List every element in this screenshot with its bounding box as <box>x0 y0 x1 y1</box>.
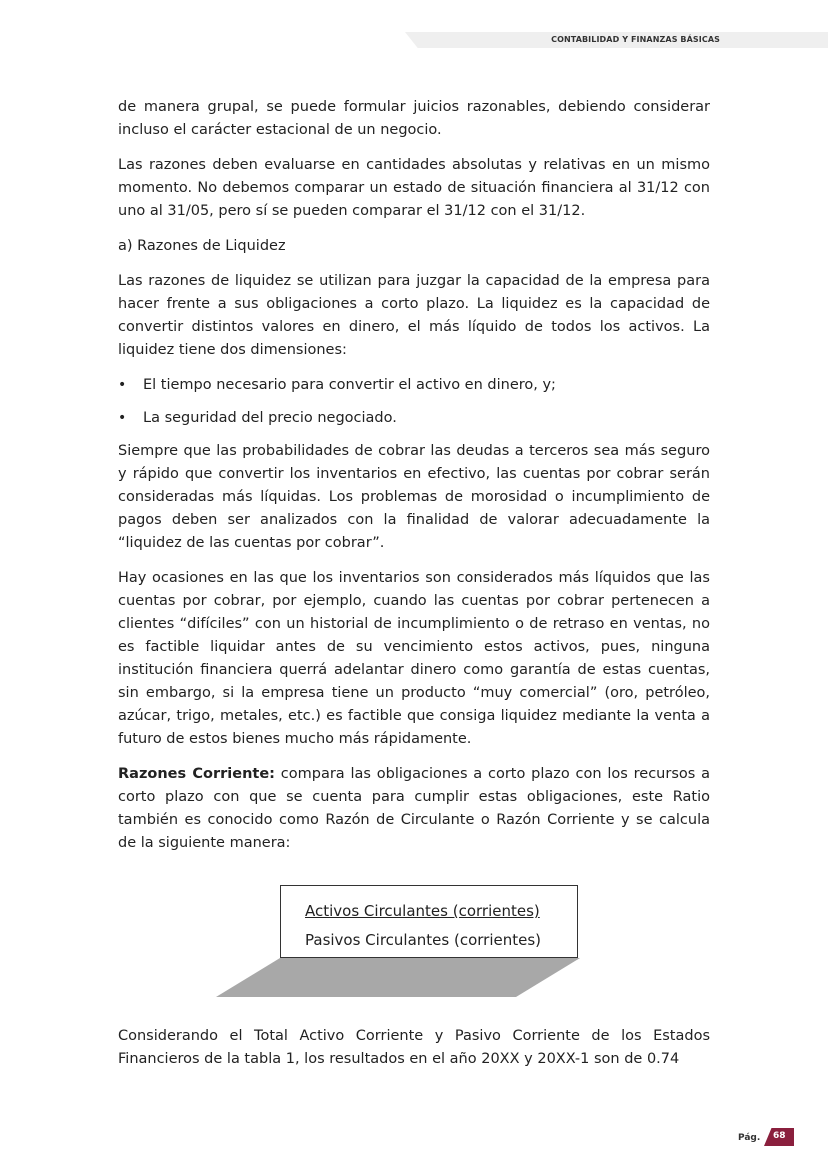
page-label: Pág. <box>738 1133 761 1143</box>
paragraph-cuentas-por-cobrar: Siempre que las probabilidades de cobrar las deudas a terceros sea más seguro y rápido que convertir los inventarios en efectivo, las cuentas por cobrar serán consideradas más líquidas. Los problemas de morosidad o incumplimiento de pagos deben ser analizados con la finalidad de valorar adecuadamente la “liquidez de las cuentas por cobrar”. <box>118 443 710 551</box>
formula-numerator: Activos Circulantes (corrientes) <box>305 902 540 920</box>
section-heading-liquidez: a) Razones de Liquidez <box>118 238 286 254</box>
paragraph-liquidez: Las razones de liquidez se utilizan para juzgar la capacidad de la empresa para hacer frente a sus obligaciones a corto plazo. La liquidez es la capacidad de convertir distintos valores en dinero, el más líquido de todos los activos. La liquidez tiene dos dimensiones: <box>118 273 710 358</box>
definition-razon-corriente: compara las obligaciones a corto plazo con los recursos a corto plazo con que se cuenta para cumplir estas obligaciones, este Ratio también es conocido como Razón de Circulante o Razón Corriente y se calcula de la siguiente manera: <box>118 766 710 851</box>
page-number: 68 <box>773 1131 786 1141</box>
paragraph-comparison: Las razones deben evaluarse en cantidades absolutas y relativas en un mismo momento. No debemos comparar un estado de situación financiera al 31/12 con uno al 31/05, pero sí se pueden comparar el 31/12 con el 31/12. <box>118 157 710 219</box>
page-content-bottom <box>118 1025 710 1083</box>
page-content <box>118 96 710 867</box>
formula-box <box>280 885 578 958</box>
liquidity-dimensions-list <box>118 374 710 430</box>
paragraph-inventarios: Hay ocasiones en las que los inventarios son considerados más líquidos que las cuentas por cobrar, por ejemplo, cuando las cuentas por cobrar pertenecen a clientes “difíciles” con un historial de incumplimiento o de retraso en ventas, no es factible liquidar antes de su vencimiento estos activos, pues, ninguna institución financiera querrá adelantar dinero como garantía de estas cuentas, sin embargo, si la empresa tiene un producto “muy comercial” (oro, petróleo, azúcar, trigo, metales, etc.) es factible que consiga liquidez mediante la venta a futuro de estos bienes mucho más rápidamente. <box>118 570 710 747</box>
formula-denominator: Pasivos Circulantes (corrientes) <box>305 931 542 949</box>
paragraph-intro: de manera grupal, se puede formular juicios razonables, debiendo considerar incluso el carácter estacional de un negocio. <box>118 99 710 138</box>
list-item: • La seguridad del precio negociado. <box>118 407 710 430</box>
header-title: CONTABILIDAD Y FINANZAS BÁSICAS <box>551 35 720 44</box>
paragraph-results: Considerando el Total Activo Corriente y Pasivo Corriente de los Estados Financieros de la tabla 1, los resultados en el año 20XX y 20XX-1 son de 0.74 <box>118 1028 710 1067</box>
list-item: • El tiempo necesario para convertir el activo en dinero, y; <box>118 374 710 397</box>
paragraph-razon-corriente <box>118 763 710 855</box>
formula-box-shadow <box>216 958 580 997</box>
term-razon-corriente: Razones Corriente: <box>118 766 275 782</box>
